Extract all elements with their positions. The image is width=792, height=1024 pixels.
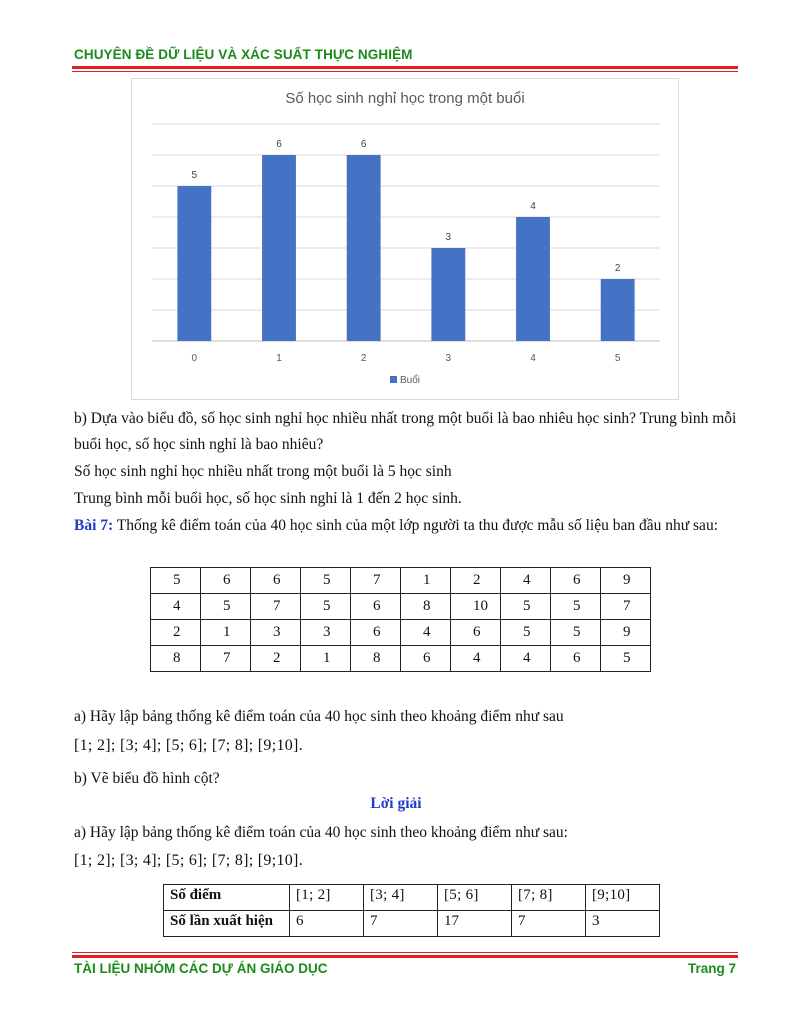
data-table-cell: 6 (401, 646, 451, 672)
bar (431, 248, 465, 341)
freq-row-intervals (164, 885, 660, 911)
page-header-title: CHUYÊN ĐỀ DỮ LIỆU VÀ XÁC SUẤT THỰC NGHIỆM (74, 47, 413, 62)
data-table-cell: 3 (251, 620, 301, 646)
bar-value-label: 3 (445, 232, 452, 243)
freq-interval-cell: [7; 8] (512, 885, 586, 911)
x-tick-label: 5 (614, 353, 621, 364)
bar (262, 155, 296, 341)
data-table-cell: 6 (251, 568, 301, 594)
bar-value-label: 4 (530, 201, 536, 212)
data-table-cell: 3 (301, 620, 351, 646)
data-table-cell: 7 (351, 568, 401, 594)
data-table-cell: 2 (451, 568, 501, 594)
freq-count-cell: 17 (438, 911, 512, 937)
data-table-row (151, 594, 651, 620)
data-table-cell: 2 (251, 646, 301, 672)
freq-count-cell: 3 (586, 911, 660, 937)
intervals-line-2: [1; 2]; [3; 4]; [5; 6]; [7; 8]; [9;10]. (74, 852, 303, 869)
footer-rule (72, 955, 738, 958)
chart-title: Số học sinh nghỉ học trong một buổi (285, 90, 525, 107)
freq-interval-cell: [3; 4] (364, 885, 438, 911)
solution-a: a) Hãy lập bảng thống kê điểm toán của 40 học sinh theo khoảng điểm như sau: (74, 824, 568, 841)
data-table-cell: 5 (501, 594, 551, 620)
bar (601, 279, 635, 341)
question-b-line2: buổi học, số học sinh nghỉ là bao nhiêu? (74, 436, 324, 453)
freq-row-counts (164, 911, 660, 937)
exercise-7-label: Bài 7: (74, 517, 114, 534)
data-table-cell: 7 (601, 594, 651, 620)
freq-count-cell: 7 (512, 911, 586, 937)
exercise-7-text: Thống kê điểm toán của 40 học sinh của một lớp người ta thu được mẫu số liệu ban đầu như sau: (113, 517, 718, 534)
data-table-cell: 6 (201, 568, 251, 594)
data-table-cell: 5 (551, 620, 601, 646)
data-table-cell: 4 (151, 594, 201, 620)
x-tick-label: 2 (360, 353, 367, 364)
data-table-cell: 4 (451, 646, 501, 672)
bar (347, 155, 381, 341)
data-table-cell: 2 (151, 620, 201, 646)
freq-label-count: Số lần xuất hiện (164, 911, 290, 937)
answer-average: Trung bình mỗi buổi học, số học sinh nghỉ là 1 đến 2 học sinh. (74, 490, 462, 507)
freq-interval-cell: [5; 6] (438, 885, 512, 911)
bar (177, 186, 211, 341)
freq-interval-cell: [9;10] (586, 885, 660, 911)
bar-chart-svg (132, 79, 678, 399)
answer-max: Số học sinh nghỉ học nhiều nhất trong một buổi là 5 học sinh (74, 463, 452, 480)
header-rule (72, 66, 738, 69)
solution-heading: Lời giải (370, 795, 422, 812)
x-tick-label: 4 (530, 353, 536, 364)
raw-data-table (150, 567, 651, 672)
data-table-cell: 6 (551, 568, 601, 594)
legend-swatch (390, 376, 397, 383)
frequency-table (163, 884, 660, 937)
data-table-cell: 5 (551, 594, 601, 620)
legend-label: Buổi (400, 375, 421, 386)
data-table-row (151, 620, 651, 646)
question-b-line1: b) Dựa vào biểu đồ, số học sinh nghỉ học nhiều nhất trong một buổi là bao nhiêu học sinh? Trung bình mỗi (74, 410, 737, 427)
data-table-cell: 8 (401, 594, 451, 620)
question-a: a) Hãy lập bảng thống kê điểm toán của 40 học sinh theo khoảng điểm như sau (74, 708, 564, 725)
data-table-row (151, 568, 651, 594)
data-table-cell: 9 (601, 568, 651, 594)
data-table-cell: 5 (501, 620, 551, 646)
data-table-cell: 6 (351, 620, 401, 646)
data-table-cell: 9 (601, 620, 651, 646)
x-tick-label: 1 (276, 353, 282, 364)
bar-chart (131, 78, 679, 400)
freq-count-cell: 7 (364, 911, 438, 937)
question-b-chart: b) Vẽ biểu đồ hình cột? (74, 770, 220, 787)
data-table-row (151, 646, 651, 672)
data-table-cell: 4 (501, 646, 551, 672)
page-number: Trang 7 (687, 961, 736, 976)
freq-interval-cell: [1; 2] (290, 885, 364, 911)
freq-label-points: Số điểm (164, 885, 290, 911)
data-table-cell: 1 (301, 646, 351, 672)
data-table-cell: 6 (451, 620, 501, 646)
footer-rule-thin (72, 952, 738, 953)
bar (516, 217, 550, 341)
data-table-cell: 5 (151, 568, 201, 594)
data-table-cell: 8 (351, 646, 401, 672)
data-table-cell: 1 (201, 620, 251, 646)
exercise-7-statement (74, 515, 718, 537)
data-table-cell: 10 (451, 594, 501, 620)
bar-value-label: 2 (614, 263, 621, 274)
bar-value-label: 6 (276, 139, 282, 150)
data-table-cell: 5 (601, 646, 651, 672)
data-table-cell: 7 (201, 646, 251, 672)
data-table-cell: 6 (551, 646, 601, 672)
data-table-cell: 4 (501, 568, 551, 594)
footer-left: TÀI LIỆU NHÓM CÁC DỰ ÁN GIÁO DỤC (74, 961, 328, 976)
data-table-cell: 5 (301, 568, 351, 594)
data-table-cell: 4 (401, 620, 451, 646)
data-table-cell: 5 (201, 594, 251, 620)
header-rule-thin (72, 71, 738, 72)
intervals-line: [1; 2]; [3; 4]; [5; 6]; [7; 8]; [9;10]. (74, 737, 303, 754)
x-tick-label: 3 (445, 353, 452, 364)
data-table-cell: 8 (151, 646, 201, 672)
data-table-cell: 1 (401, 568, 451, 594)
data-table-cell: 6 (351, 594, 401, 620)
freq-count-cell: 6 (290, 911, 364, 937)
x-tick-label: 0 (191, 353, 198, 364)
data-table-cell: 5 (301, 594, 351, 620)
bar-value-label: 6 (360, 139, 367, 150)
data-table-cell: 7 (251, 594, 301, 620)
bar-value-label: 5 (191, 170, 198, 181)
